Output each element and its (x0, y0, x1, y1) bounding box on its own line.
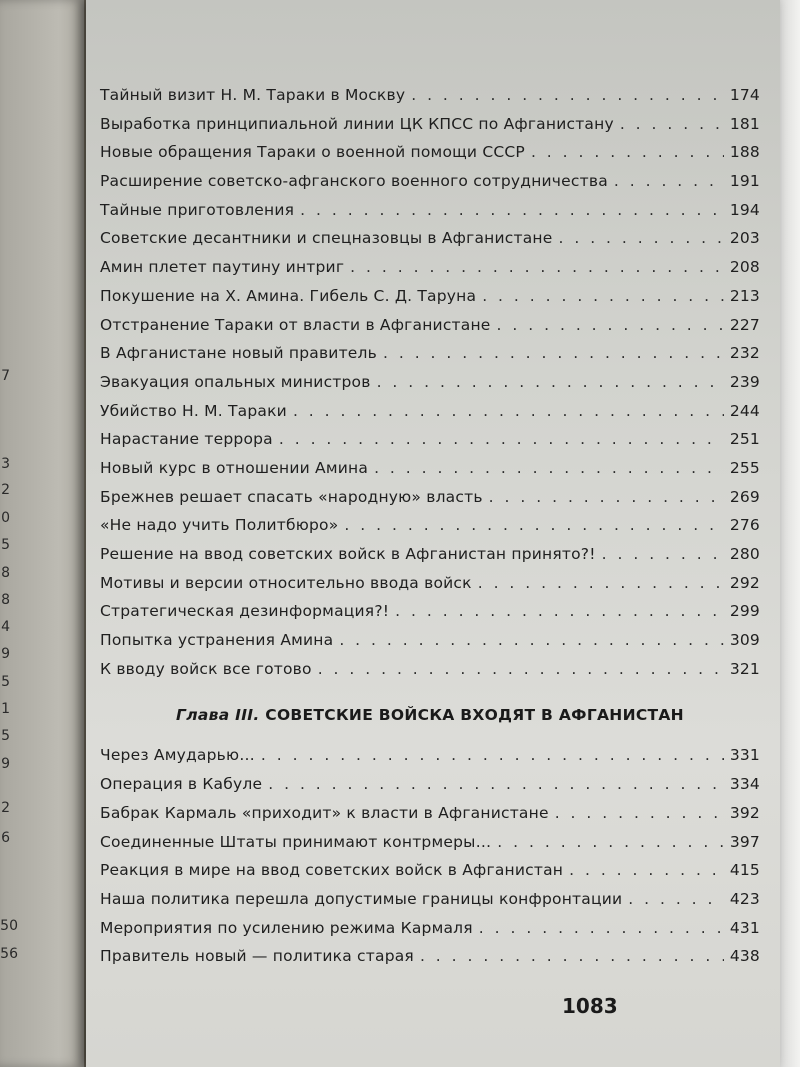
right-paper-edge (778, 0, 800, 1067)
toc-entry (100, 316, 760, 345)
toc-entry-title: Мотивы и версии относительно ввода войск (100, 573, 472, 592)
toc-entry-page: 181 (729, 114, 760, 133)
dot-leader (478, 574, 724, 592)
toc-entry-page: 438 (729, 947, 760, 966)
table-of-contents (100, 86, 760, 976)
toc-entry-title: Решение на ввод советских войск в Афганистан принято?! (100, 545, 596, 563)
toc-entry-title: Операция в Кабуле (100, 775, 263, 794)
dot-leader (350, 258, 724, 276)
dot-leader (628, 890, 724, 908)
toc-entry (100, 373, 760, 402)
toc-entry (100, 574, 760, 603)
dot-leader (279, 430, 724, 448)
toc-entry-page: 321 (729, 659, 760, 678)
toc-entry-page: 334 (729, 775, 760, 794)
toc-entry-page: 232 (729, 344, 760, 363)
toc-entry-title: Новый курс в отношении Амина (100, 458, 369, 477)
dot-leader (374, 459, 724, 477)
toc-entry-page: 276 (729, 516, 760, 535)
left-page-number: 5 (1, 728, 10, 744)
toc-entry-page: 331 (729, 746, 760, 765)
toc-entry (100, 459, 760, 488)
dot-leader (300, 201, 724, 219)
dot-leader (620, 115, 724, 133)
toc-entry (100, 516, 760, 545)
toc-entry-page: 203 (729, 229, 760, 248)
toc-entry-page: 208 (729, 258, 760, 277)
left-page-number: 6 (1, 830, 10, 846)
left-page-number: 0 (1, 510, 10, 526)
dot-leader (497, 316, 724, 334)
toc-entry (100, 804, 760, 833)
dot-leader (497, 833, 724, 851)
toc-entry-title: Тайный визит Н. М. Тараки в Москву (100, 86, 406, 104)
toc-entry-page: 194 (729, 200, 760, 219)
left-page-number: 3 (1, 456, 10, 472)
toc-entry-title: Наша политика перешла допустимые границы конфронтации (100, 889, 623, 908)
toc-entry (100, 833, 760, 862)
dot-leader (569, 861, 724, 879)
toc-entry-title: Мероприятия по усилению режима Кармаля (100, 918, 473, 937)
dot-leader (555, 804, 724, 822)
chapter-label: Глава III. (176, 706, 260, 725)
toc-entry (100, 86, 760, 115)
dot-leader (411, 86, 724, 104)
left-page-number: 2 (1, 482, 10, 498)
toc-entry-page: 292 (729, 573, 760, 592)
toc-entry-title: Покушение на Х. Амина. Гибель С. Д. Таруна (100, 286, 477, 305)
dot-leader (293, 402, 724, 420)
toc-entry-title: Отстранение Тараки от власти в Афганистане (100, 315, 491, 334)
toc-entry (100, 775, 760, 804)
dot-leader (602, 545, 724, 563)
left-page-number: 8 (1, 565, 10, 581)
toc-entry-title: Советские десантники и спецназовцы в Афганистане (100, 229, 553, 248)
toc-entry (100, 861, 760, 890)
left-page-number: 7 (1, 368, 10, 384)
toc-entry-title: «Не надо учить Политбюро» (100, 516, 339, 535)
toc-entry (100, 660, 760, 689)
toc-entry (100, 115, 760, 144)
toc-entry (100, 229, 760, 258)
toc-entry-title: Эвакуация опальных министров (100, 372, 371, 391)
toc-section-2 (100, 746, 760, 976)
dot-leader (339, 631, 723, 649)
left-page-number: 4 (1, 619, 10, 635)
dot-leader (614, 172, 724, 190)
toc-entry-page: 299 (729, 602, 760, 621)
toc-entry-page: 431 (729, 918, 760, 937)
dot-leader (479, 919, 724, 937)
left-page-edge (0, 0, 84, 1067)
toc-entry-page: 239 (729, 372, 760, 391)
toc-entry (100, 602, 760, 631)
chapter-heading (100, 706, 760, 724)
dot-leader (489, 488, 724, 506)
toc-entry-title: Реакция в мире на ввод советских войск в Афганистан (100, 861, 564, 880)
toc-entry-page: 255 (729, 458, 760, 477)
toc-section-1 (100, 86, 760, 688)
toc-entry (100, 402, 760, 431)
toc-entry (100, 947, 760, 976)
dot-leader (344, 516, 723, 534)
toc-entry-title: Стратегическая дезинформация?! (100, 602, 390, 621)
toc-entry-page: 309 (729, 631, 760, 650)
toc-entry (100, 545, 760, 574)
toc-entry (100, 201, 760, 230)
toc-entry-title: Выработка принципиальной линии ЦК КПСС по Афганистану (100, 114, 614, 133)
toc-entry (100, 258, 760, 287)
toc-entry-title: Новые обращения Тараки о военной помощи СССР (100, 143, 525, 162)
toc-entry-page: 269 (729, 487, 760, 506)
dot-leader (482, 287, 724, 305)
toc-entry-page: 423 (729, 889, 760, 908)
left-page-number: 1 (1, 701, 10, 717)
toc-entry (100, 344, 760, 373)
toc-entry-title: Расширение советско-афганского военного сотрудничества (100, 172, 608, 191)
toc-entry-page: 280 (729, 545, 760, 563)
book-page (86, 0, 780, 1067)
toc-entry (100, 488, 760, 517)
toc-entry-title: Через Амударью… (100, 746, 255, 765)
toc-entry (100, 143, 760, 172)
toc-entry (100, 631, 760, 660)
toc-entry-title: Брежнев решает спасать «народную» власть (100, 487, 483, 506)
toc-entry (100, 890, 760, 919)
toc-entry-title: Амин плетет паутину интриг (100, 258, 345, 277)
toc-entry-title: Соединенные Штаты принимают контрмеры… (100, 832, 492, 851)
left-page-number: 9 (1, 646, 10, 662)
toc-entry (100, 430, 760, 459)
toc-entry-title: Убийство Н. М. Тараки (100, 401, 287, 420)
toc-entry-title: Попытка устранения Амина (100, 631, 334, 650)
dot-leader (558, 229, 723, 247)
toc-entry-title: Правитель новый — политика старая (100, 947, 414, 966)
left-page-number: 50 (0, 918, 18, 934)
toc-entry-page: 188 (729, 143, 760, 162)
toc-entry-title: Нарастание террора (100, 430, 273, 449)
left-page-number: 9 (1, 756, 10, 772)
left-page-number: 5 (1, 674, 10, 690)
toc-entry-page: 213 (729, 286, 760, 305)
dot-leader (261, 746, 724, 764)
toc-entry-page: 227 (729, 315, 760, 334)
toc-entry-title: В Афганистане новый правитель (100, 344, 377, 363)
toc-entry-title: Тайные приготовления (100, 200, 295, 219)
left-page-number: 5 (1, 537, 10, 553)
toc-entry-page: 251 (729, 430, 760, 449)
dot-leader (377, 373, 724, 391)
dot-leader (268, 775, 724, 793)
dot-leader (318, 660, 724, 678)
toc-entry (100, 746, 760, 775)
left-page-number: 8 (1, 592, 10, 608)
dot-leader (531, 143, 724, 161)
toc-entry-title: К вводу войск все готово (100, 659, 312, 678)
page-number: 1083 (562, 994, 618, 1018)
toc-entry-page: 392 (729, 803, 760, 822)
left-page-number: 2 (1, 800, 10, 816)
toc-entry (100, 287, 760, 316)
toc-entry-page: 244 (729, 401, 760, 420)
toc-entry (100, 172, 760, 201)
dot-leader (395, 602, 724, 620)
toc-entry-page: 191 (729, 172, 760, 191)
toc-entry-page: 415 (729, 861, 760, 880)
toc-entry-page: 397 (729, 832, 760, 851)
toc-entry (100, 919, 760, 948)
left-page-number: 56 (0, 946, 18, 962)
dot-leader (420, 947, 724, 965)
chapter-title: СОВЕТСКИЕ ВОЙСКА ВХОДЯТ В АФГАНИСТАН (265, 706, 684, 725)
toc-entry-title: Бабрак Кармаль «приходит» к власти в Афганистане (100, 803, 549, 822)
dot-leader (383, 344, 724, 362)
toc-entry-page: 174 (729, 86, 760, 104)
